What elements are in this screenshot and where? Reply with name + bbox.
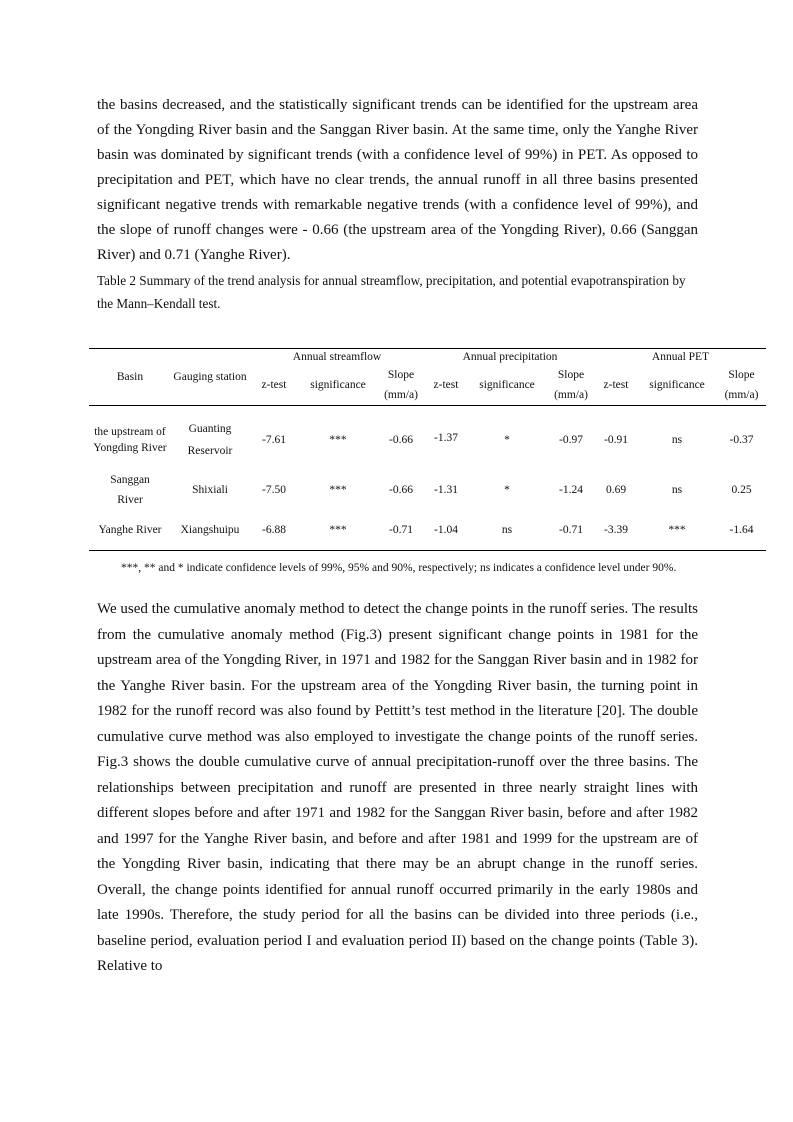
header-annual-precipitation: Annual precipitation (425, 349, 595, 366)
cell-pr-ztest: -1.37 (434, 432, 458, 444)
cell-basin: Yanghe River (89, 510, 171, 551)
cell-pet-significance: ns (671, 484, 683, 496)
cell-pr-slope: -0.97 (559, 434, 583, 446)
cell-pet-ztest: 0.69 (605, 484, 627, 496)
header-pet-significance: significance (637, 365, 717, 406)
cell-sf-slope: -0.71 (377, 510, 425, 551)
cell-sf-ztest: -7.50 (262, 484, 286, 496)
cell-pr-significance: * (504, 484, 510, 496)
header-pet-slope: Slope (mm/a) (717, 365, 766, 406)
header-sf-slope: Slope (mm/a) (377, 365, 425, 406)
cell-pet-ztest: -0.91 (604, 434, 628, 446)
cell-station: Xiangshuipu (171, 510, 249, 551)
header-annual-pet: Annual PET (595, 349, 766, 366)
cell-pet-slope: 0.25 (731, 484, 752, 496)
header-pet-ztest: z-test (595, 365, 637, 406)
cell-sf-ztest: -6.88 (249, 510, 299, 551)
header-annual-streamflow: Annual streamflow (249, 349, 425, 366)
header-pr-slope: Slope (mm/a) (547, 365, 595, 406)
table-row (89, 470, 766, 510)
cell-pr-ztest: -1.04 (425, 510, 467, 551)
header-sf-significance: significance (299, 365, 377, 406)
header-station: Gauging station (171, 349, 249, 406)
header-sf-ztest: z-test (249, 365, 299, 406)
table-footnote: ***, ** and * indicate confidence levels of 99%, 95% and 90%, respectively; ns indicates a confidence level under 90%. (121, 562, 677, 574)
cell-pr-slope: -1.24 (559, 484, 583, 496)
trend-analysis-table (89, 348, 766, 551)
cell-station: Guanting Reservoir (187, 423, 233, 457)
cell-pet-significance: ns (671, 434, 683, 446)
cell-pet-significance: *** (637, 510, 717, 551)
cell-sf-significance: *** (299, 510, 377, 551)
cell-sf-slope: -0.66 (389, 484, 413, 496)
header-pr-significance: significance (467, 365, 547, 406)
cell-pr-slope: -0.71 (547, 510, 595, 551)
cell-sf-significance: *** (329, 434, 347, 446)
paragraph-change-points: We used the cumulative anomaly method to detect the change points in the runoff series. The results from the cumulative anomaly method (Fig.3) present significant change points in 1981 for the upstream area of the Yongding River, in 1971 and 1982 for the Sanggan River basin and in 1982 for the Yanghe River basin. For the upstream area of the Yongding River basin, the turning point in 1982 for the runoff record was also found by Pettitt’s test method in the literature [20]. The double cumulative curve method was also employed to investigate the change points of the runoff series. Fig.3 shows the double cumulative curve of annual precipitation-runoff over the three basins. The relationships between precipitation and runoff are presented in three nearly straight lines with different slopes before and after 1971 and 1982 for the Sanggan River basin, before and after 1982 and 1997 for the Yanghe River basin, and before and after 1981 and 1999 for the upstream are of the Yongding River basin, indicating that there may be an abrupt change in the runoff series. Overall, the change points identified for annual runoff occurred primarily in the early 1980s and late 1990s. Therefore, the study period for all the basins can be divided into three periods (i.e., baseline period, evaluation period I and evaluation period II) based on the change points (Table 3). Relative to (97, 601, 698, 974)
table-row (89, 510, 766, 551)
cell-pr-significance: * (504, 434, 510, 446)
header-basin: Basin (89, 349, 171, 406)
page-body (97, 93, 698, 315)
cell-sf-ztest: -7.61 (262, 434, 286, 446)
cell-pet-slope: -0.37 (729, 434, 754, 446)
cell-pet-slope: -1.64 (717, 510, 766, 551)
cell-basin: the upstream of Yongding River (93, 426, 167, 454)
paragraph-trend-results: the basins decreased, and the statistically significant trends can be identified for the upstream area of the Yongding River basin and the Sanggan River basin. At the same time, only the Yanghe River basin was dominated by significant trends (with a confidence level of 99%) in PET. As opposed to precipitation and PET, which have no clear trends, the annual runoff in all three basins presented significant negative trends with remarkable negative trends (with a confidence level of 99%), and the slope of runoff changes were - 0.66 (the upstream area of the Yongding River), 0.66 (Sanggan River) and 0.71 (Yanghe River). (97, 97, 698, 263)
cell-basin: Sanggan River (110, 474, 150, 506)
cell-pr-significance: ns (467, 510, 547, 551)
table-header-row-groups (89, 349, 766, 366)
table-caption: Table 2 Summary of the trend analysis for annual streamflow, precipitation, and potential evapotranspiration by the Mann–Kendall test. (97, 273, 686, 311)
table-row (89, 406, 766, 471)
cell-pr-ztest: -1.31 (434, 484, 458, 496)
cell-sf-slope: -0.66 (389, 434, 413, 446)
header-pr-ztest: z-test (425, 365, 467, 406)
cell-pet-ztest: -3.39 (595, 510, 637, 551)
cell-sf-significance: *** (329, 484, 347, 496)
cell-station: Shixiali (192, 484, 228, 496)
